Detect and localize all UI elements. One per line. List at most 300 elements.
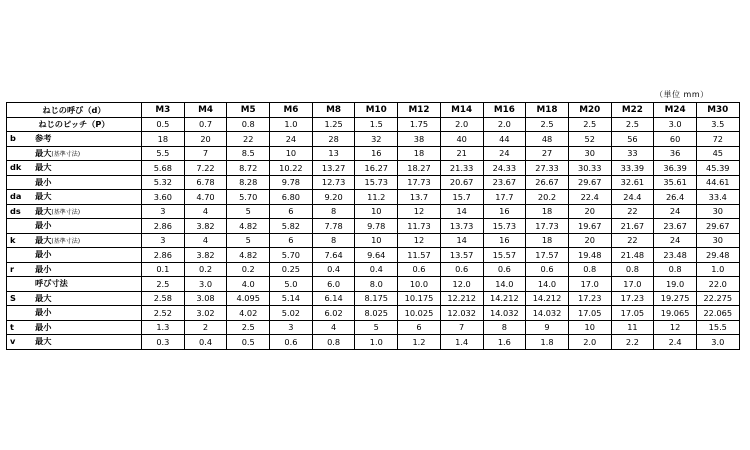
pitch-value-M6: 1.0 xyxy=(270,117,313,132)
s-0-value-M30: 22.0 xyxy=(696,277,739,292)
s-2-value-M16: 14.032 xyxy=(483,306,526,321)
ds-0-note: (基準寸法) xyxy=(51,208,81,216)
r-value-M6: 0.25 xyxy=(270,262,313,277)
k-0-symbol: k xyxy=(10,234,16,245)
t-symbol: t xyxy=(10,321,14,332)
dk-1-value-M18: 27.33 xyxy=(526,161,569,176)
t-sub: 最小 xyxy=(35,321,52,332)
da-value-M22: 24.4 xyxy=(611,190,654,205)
pitch-value-M14: 2.0 xyxy=(440,117,483,132)
k-row-1 xyxy=(7,248,740,263)
ds-1-sub: 最小 xyxy=(35,220,52,230)
r-value-M22: 0.8 xyxy=(611,262,654,277)
s-0-value-M6: 5.0 xyxy=(270,277,313,292)
s-0-value-M12: 10.0 xyxy=(398,277,441,292)
size-M5: M5 xyxy=(227,103,270,118)
k-0-value-M14: 14 xyxy=(440,233,483,248)
da-value-M20: 22.4 xyxy=(568,190,611,205)
ds-0-value-M4: 4 xyxy=(184,204,227,219)
k-0-note: (基準寸法) xyxy=(51,237,81,245)
dk-1-value-M24: 36.39 xyxy=(654,161,697,176)
k-1-value-M24: 23.48 xyxy=(654,248,697,263)
s-2-value-M10: 8.025 xyxy=(355,306,398,321)
k-0-value-M3: 3 xyxy=(142,233,185,248)
k-1-value-M20: 19.48 xyxy=(568,248,611,263)
ds-1-value-M5: 4.82 xyxy=(227,219,270,234)
s-0-value-M3: 2.5 xyxy=(142,277,185,292)
s-2-value-M22: 17.05 xyxy=(611,306,654,321)
pitch-value-M8: 1.25 xyxy=(312,117,355,132)
b-sub: 参考 xyxy=(35,133,52,143)
size-M4: M4 xyxy=(184,103,227,118)
ds-0-value-M18: 18 xyxy=(526,204,569,219)
s-2-value-M12: 10.025 xyxy=(398,306,441,321)
dk-0-value-M8: 13 xyxy=(312,146,355,161)
s-2-value-M8: 6.02 xyxy=(312,306,355,321)
size-M18: M18 xyxy=(526,103,569,118)
k-1-value-M8: 7.64 xyxy=(312,248,355,263)
t-value-M22: 11 xyxy=(611,320,654,335)
b-value-M12: 38 xyxy=(398,132,441,147)
da-value-M18: 20.2 xyxy=(526,190,569,205)
b-value-M22: 56 xyxy=(611,132,654,147)
k-0-value-M24: 24 xyxy=(654,233,697,248)
dk-0-value-M16: 24 xyxy=(483,146,526,161)
ds-1-value-M18: 17.73 xyxy=(526,219,569,234)
b-value-M14: 40 xyxy=(440,132,483,147)
v-value-M10: 1.0 xyxy=(355,335,398,350)
s-0-value-M10: 8.0 xyxy=(355,277,398,292)
s-row-0 xyxy=(7,277,740,292)
k-0-value-M18: 18 xyxy=(526,233,569,248)
dk-2-sub: 最小 xyxy=(35,176,52,187)
v-label xyxy=(7,335,142,350)
pitch-value-M3: 0.5 xyxy=(142,117,185,132)
s-2-value-M4: 3.02 xyxy=(184,306,227,321)
dk-1-value-M8: 13.27 xyxy=(312,161,355,176)
thread-size-label: ねじの呼び（d） xyxy=(7,103,142,118)
s-1-value-M20: 17.23 xyxy=(568,291,611,306)
ds-1-value-M8: 7.78 xyxy=(312,219,355,234)
dk-2-value-M16: 23.67 xyxy=(483,175,526,190)
s-1-value-M3: 2.58 xyxy=(142,291,185,306)
dimension-table xyxy=(6,102,740,350)
b-label xyxy=(7,132,142,147)
da-value-M5: 5.70 xyxy=(227,190,270,205)
dk-0-value-M22: 33 xyxy=(611,146,654,161)
k-1-value-M5: 4.82 xyxy=(227,248,270,263)
t-row xyxy=(7,320,740,335)
k-0-value-M22: 22 xyxy=(611,233,654,248)
ds-1-value-M12: 11.73 xyxy=(398,219,441,234)
da-symbol: da xyxy=(10,191,22,201)
ds-0-value-M20: 20 xyxy=(568,204,611,219)
dk-0-value-M5: 8.5 xyxy=(227,146,270,161)
s-0-value-M24: 19.0 xyxy=(654,277,697,292)
k-1-value-M16: 15.57 xyxy=(483,248,526,263)
da-row xyxy=(7,190,740,205)
dk-0-value-M4: 7 xyxy=(184,146,227,161)
s-0-value-M5: 4.0 xyxy=(227,277,270,292)
t-value-M8: 4 xyxy=(312,320,355,335)
s-2-value-M14: 12.032 xyxy=(440,306,483,321)
da-value-M4: 4.70 xyxy=(184,190,227,205)
k-0-value-M16: 16 xyxy=(483,233,526,248)
v-value-M22: 2.2 xyxy=(611,335,654,350)
pitch-value-M5: 0.8 xyxy=(227,117,270,132)
dk-0-label xyxy=(7,146,142,161)
s-0-value-M18: 14.0 xyxy=(526,277,569,292)
ds-0-label xyxy=(7,204,142,219)
dk-2-value-M5: 8.28 xyxy=(227,175,270,190)
b-value-M8: 28 xyxy=(312,132,355,147)
s-1-label xyxy=(7,291,142,306)
k-1-value-M6: 5.70 xyxy=(270,248,313,263)
s-1-symbol: S xyxy=(10,292,16,303)
ds-0-value-M30: 30 xyxy=(696,204,739,219)
dk-2-label xyxy=(7,175,142,190)
k-1-value-M14: 13.57 xyxy=(440,248,483,263)
da-value-M6: 6.80 xyxy=(270,190,313,205)
dk-0-value-M10: 16 xyxy=(355,146,398,161)
ds-0-value-M8: 8 xyxy=(312,204,355,219)
v-symbol: v xyxy=(10,336,16,346)
t-value-M18: 9 xyxy=(526,320,569,335)
s-1-value-M6: 5.14 xyxy=(270,291,313,306)
dk-1-value-M20: 30.33 xyxy=(568,161,611,176)
ds-0-symbol: ds xyxy=(10,205,21,216)
dk-row-0 xyxy=(7,146,740,161)
dk-1-value-M4: 7.22 xyxy=(184,161,227,176)
s-1-value-M22: 17.23 xyxy=(611,291,654,306)
dk-1-label xyxy=(7,161,142,176)
v-value-M20: 2.0 xyxy=(568,335,611,350)
v-value-M16: 1.6 xyxy=(483,335,526,350)
k-1-value-M12: 11.57 xyxy=(398,248,441,263)
s-1-value-M16: 14.212 xyxy=(483,291,526,306)
k-1-value-M10: 9.64 xyxy=(355,248,398,263)
header-row xyxy=(7,103,740,118)
pitch-value-M12: 1.75 xyxy=(398,117,441,132)
da-value-M30: 33.4 xyxy=(696,190,739,205)
s-2-value-M3: 2.52 xyxy=(142,306,185,321)
size-M12: M12 xyxy=(398,103,441,118)
k-0-value-M5: 5 xyxy=(227,233,270,248)
dk-0-note: (基準寸法) xyxy=(51,150,81,158)
ds-1-value-M4: 3.82 xyxy=(184,219,227,234)
b-value-M4: 20 xyxy=(184,132,227,147)
k-1-value-M30: 29.48 xyxy=(696,248,739,263)
b-row xyxy=(7,132,740,147)
r-row xyxy=(7,262,740,277)
t-label xyxy=(7,320,142,335)
s-1-value-M30: 22.275 xyxy=(696,291,739,306)
size-M20: M20 xyxy=(568,103,611,118)
s-0-value-M20: 17.0 xyxy=(568,277,611,292)
s-0-sub: 呼び寸法 xyxy=(35,278,68,288)
dk-0-value-M12: 18 xyxy=(398,146,441,161)
ds-1-value-M24: 23.67 xyxy=(654,219,697,234)
s-2-label xyxy=(7,306,142,321)
dk-1-value-M5: 8.72 xyxy=(227,161,270,176)
k-0-value-M8: 8 xyxy=(312,233,355,248)
size-M22: M22 xyxy=(611,103,654,118)
ds-1-value-M20: 19.67 xyxy=(568,219,611,234)
b-value-M10: 32 xyxy=(355,132,398,147)
ds-row-1 xyxy=(7,219,740,234)
v-value-M5: 0.5 xyxy=(227,335,270,350)
dk-2-value-M8: 12.73 xyxy=(312,175,355,190)
k-1-label xyxy=(7,248,142,263)
v-value-M30: 3.0 xyxy=(696,335,739,350)
k-0-value-M6: 6 xyxy=(270,233,313,248)
ds-1-value-M6: 5.82 xyxy=(270,219,313,234)
s-2-value-M5: 4.02 xyxy=(227,306,270,321)
da-value-M12: 13.7 xyxy=(398,190,441,205)
dk-2-value-M6: 9.78 xyxy=(270,175,313,190)
k-0-value-M30: 30 xyxy=(696,233,739,248)
s-2-value-M24: 19.065 xyxy=(654,306,697,321)
t-value-M6: 3 xyxy=(270,320,313,335)
k-1-value-M3: 2.86 xyxy=(142,248,185,263)
r-value-M16: 0.6 xyxy=(483,262,526,277)
ds-row-0 xyxy=(7,204,740,219)
s-2-value-M30: 22.065 xyxy=(696,306,739,321)
s-row-1 xyxy=(7,291,740,306)
size-M14: M14 xyxy=(440,103,483,118)
v-value-M6: 0.6 xyxy=(270,335,313,350)
da-sub: 最大 xyxy=(35,191,52,201)
r-value-M30: 1.0 xyxy=(696,262,739,277)
s-0-value-M16: 14.0 xyxy=(483,277,526,292)
pitch-row xyxy=(7,117,740,132)
ds-1-value-M10: 9.78 xyxy=(355,219,398,234)
ds-0-value-M10: 10 xyxy=(355,204,398,219)
t-value-M30: 15.5 xyxy=(696,320,739,335)
ds-0-value-M3: 3 xyxy=(142,204,185,219)
b-value-M24: 60 xyxy=(654,132,697,147)
pitch-value-M10: 1.5 xyxy=(355,117,398,132)
s-1-value-M14: 12.212 xyxy=(440,291,483,306)
dk-1-value-M12: 18.27 xyxy=(398,161,441,176)
t-value-M3: 1.3 xyxy=(142,320,185,335)
dk-2-value-M10: 15.73 xyxy=(355,175,398,190)
da-value-M16: 17.7 xyxy=(483,190,526,205)
pitch-label: ねじのピッチ（P） xyxy=(7,117,142,132)
s-2-sub: 最小 xyxy=(35,307,52,317)
size-M30: M30 xyxy=(696,103,739,118)
s-1-value-M4: 3.08 xyxy=(184,291,227,306)
size-M6: M6 xyxy=(270,103,313,118)
size-M8: M8 xyxy=(312,103,355,118)
s-0-value-M22: 17.0 xyxy=(611,277,654,292)
r-value-M3: 0.1 xyxy=(142,262,185,277)
t-value-M5: 2.5 xyxy=(227,320,270,335)
v-value-M12: 1.2 xyxy=(398,335,441,350)
r-value-M18: 0.6 xyxy=(526,262,569,277)
pitch-value-M22: 2.5 xyxy=(611,117,654,132)
pitch-value-M16: 2.0 xyxy=(483,117,526,132)
da-value-M3: 3.60 xyxy=(142,190,185,205)
pitch-value-M18: 2.5 xyxy=(526,117,569,132)
k-0-label xyxy=(7,233,142,248)
s-2-value-M6: 5.02 xyxy=(270,306,313,321)
size-M16: M16 xyxy=(483,103,526,118)
pitch-value-M20: 2.5 xyxy=(568,117,611,132)
dk-2-value-M24: 35.61 xyxy=(654,175,697,190)
r-value-M4: 0.2 xyxy=(184,262,227,277)
dk-0-value-M14: 21 xyxy=(440,146,483,161)
dk-0-value-M20: 30 xyxy=(568,146,611,161)
t-value-M14: 7 xyxy=(440,320,483,335)
dk-1-symbol: dk xyxy=(10,162,22,172)
dk-1-value-M22: 33.39 xyxy=(611,161,654,176)
s-1-value-M12: 10.175 xyxy=(398,291,441,306)
ds-0-value-M5: 5 xyxy=(227,204,270,219)
s-row-2 xyxy=(7,306,740,321)
r-value-M20: 0.8 xyxy=(568,262,611,277)
ds-1-value-M30: 29.67 xyxy=(696,219,739,234)
dk-0-value-M24: 36 xyxy=(654,146,697,161)
pitch-value-M24: 3.0 xyxy=(654,117,697,132)
v-value-M3: 0.3 xyxy=(142,335,185,350)
k-0-value-M12: 12 xyxy=(398,233,441,248)
k-1-value-M4: 3.82 xyxy=(184,248,227,263)
dk-2-value-M14: 20.67 xyxy=(440,175,483,190)
dk-2-value-M30: 44.61 xyxy=(696,175,739,190)
s-0-value-M14: 12.0 xyxy=(440,277,483,292)
dk-0-value-M6: 10 xyxy=(270,146,313,161)
dk-0-value-M3: 5.5 xyxy=(142,146,185,161)
s-1-value-M10: 8.175 xyxy=(355,291,398,306)
b-symbol: b xyxy=(10,133,16,143)
k-row-0 xyxy=(7,233,740,248)
v-value-M4: 0.4 xyxy=(184,335,227,350)
v-row xyxy=(7,335,740,350)
ds-0-value-M24: 24 xyxy=(654,204,697,219)
b-value-M18: 48 xyxy=(526,132,569,147)
dk-2-value-M4: 6.78 xyxy=(184,175,227,190)
r-value-M5: 0.2 xyxy=(227,262,270,277)
s-1-value-M24: 19.275 xyxy=(654,291,697,306)
r-value-M12: 0.6 xyxy=(398,262,441,277)
r-sub: 最小 xyxy=(35,263,52,274)
k-0-value-M10: 10 xyxy=(355,233,398,248)
dk-1-sub: 最大 xyxy=(35,162,52,172)
table-body xyxy=(7,103,740,350)
s-2-value-M18: 14.032 xyxy=(526,306,569,321)
size-M24: M24 xyxy=(654,103,697,118)
dk-2-value-M22: 32.61 xyxy=(611,175,654,190)
k-0-sub: 最大(基準寸法) xyxy=(35,234,81,245)
v-sub: 最大 xyxy=(35,336,52,346)
r-value-M10: 0.4 xyxy=(355,262,398,277)
ds-0-value-M14: 14 xyxy=(440,204,483,219)
s-1-value-M5: 4.095 xyxy=(227,291,270,306)
ds-1-value-M16: 15.73 xyxy=(483,219,526,234)
dk-1-value-M3: 5.68 xyxy=(142,161,185,176)
dk-2-value-M12: 17.73 xyxy=(398,175,441,190)
s-0-value-M8: 6.0 xyxy=(312,277,355,292)
v-value-M18: 1.8 xyxy=(526,335,569,350)
da-label xyxy=(7,190,142,205)
dk-2-value-M18: 26.67 xyxy=(526,175,569,190)
v-value-M24: 2.4 xyxy=(654,335,697,350)
dk-1-value-M10: 16.27 xyxy=(355,161,398,176)
b-value-M3: 18 xyxy=(142,132,185,147)
s-1-sub: 最大 xyxy=(35,292,52,303)
b-value-M6: 24 xyxy=(270,132,313,147)
dk-0-value-M30: 45 xyxy=(696,146,739,161)
dk-0-sub: 最大(基準寸法) xyxy=(35,147,81,158)
size-M10: M10 xyxy=(355,103,398,118)
dk-2-value-M20: 29.67 xyxy=(568,175,611,190)
ds-0-value-M6: 6 xyxy=(270,204,313,219)
s-2-value-M20: 17.05 xyxy=(568,306,611,321)
t-value-M24: 12 xyxy=(654,320,697,335)
dk-1-value-M16: 24.33 xyxy=(483,161,526,176)
r-value-M24: 0.8 xyxy=(654,262,697,277)
pitch-value-M4: 0.7 xyxy=(184,117,227,132)
r-symbol: r xyxy=(10,263,15,274)
ds-1-value-M22: 21.67 xyxy=(611,219,654,234)
b-value-M16: 44 xyxy=(483,132,526,147)
s-1-value-M8: 6.14 xyxy=(312,291,355,306)
k-1-value-M22: 21.48 xyxy=(611,248,654,263)
ds-1-label xyxy=(7,219,142,234)
unit-note: （単位 mm） xyxy=(655,90,709,99)
ds-1-value-M14: 13.73 xyxy=(440,219,483,234)
t-value-M10: 5 xyxy=(355,320,398,335)
ds-1-value-M3: 2.86 xyxy=(142,219,185,234)
ds-0-value-M22: 22 xyxy=(611,204,654,219)
t-value-M4: 2 xyxy=(184,320,227,335)
s-1-value-M18: 14.212 xyxy=(526,291,569,306)
b-value-M20: 52 xyxy=(568,132,611,147)
dk-2-value-M3: 5.32 xyxy=(142,175,185,190)
dk-0-value-M18: 27 xyxy=(526,146,569,161)
da-value-M14: 15.7 xyxy=(440,190,483,205)
b-value-M5: 22 xyxy=(227,132,270,147)
da-value-M8: 9.20 xyxy=(312,190,355,205)
r-value-M14: 0.6 xyxy=(440,262,483,277)
k-0-value-M4: 4 xyxy=(184,233,227,248)
r-label xyxy=(7,262,142,277)
k-0-value-M20: 20 xyxy=(568,233,611,248)
k-1-value-M18: 17.57 xyxy=(526,248,569,263)
dk-1-value-M6: 10.22 xyxy=(270,161,313,176)
ds-0-value-M16: 16 xyxy=(483,204,526,219)
size-M3: M3 xyxy=(142,103,185,118)
dk-row-1 xyxy=(7,161,740,176)
s-0-value-M4: 3.0 xyxy=(184,277,227,292)
s-0-label xyxy=(7,277,142,292)
v-value-M14: 1.4 xyxy=(440,335,483,350)
ds-0-value-M12: 12 xyxy=(398,204,441,219)
da-value-M24: 26.4 xyxy=(654,190,697,205)
t-value-M20: 10 xyxy=(568,320,611,335)
r-value-M8: 0.4 xyxy=(312,262,355,277)
ds-0-sub: 最大(基準寸法) xyxy=(35,205,81,216)
dk-1-value-M30: 45.39 xyxy=(696,161,739,176)
k-1-sub: 最小 xyxy=(35,249,52,259)
v-value-M8: 0.8 xyxy=(312,335,355,350)
da-value-M10: 11.2 xyxy=(355,190,398,205)
dk-1-value-M14: 21.33 xyxy=(440,161,483,176)
b-value-M30: 72 xyxy=(696,132,739,147)
pitch-value-M30: 3.5 xyxy=(696,117,739,132)
t-value-M12: 6 xyxy=(398,320,441,335)
